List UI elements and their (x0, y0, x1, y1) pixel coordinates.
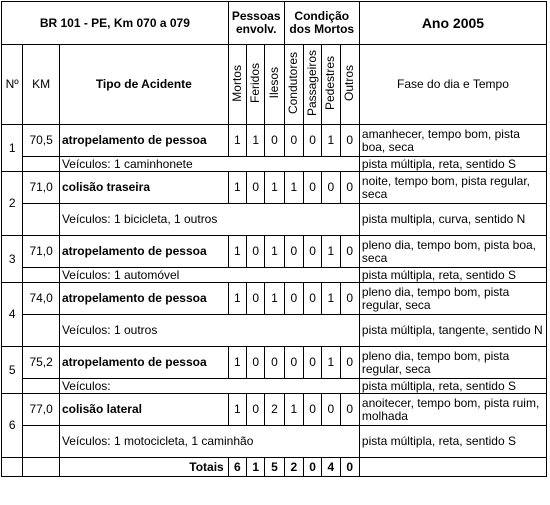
fase-header: Fase do dia e Tempo (359, 45, 546, 125)
total-pedestres: 4 (322, 458, 340, 477)
row-outros: 0 (340, 347, 359, 379)
row-veiculos: Veículos: (59, 379, 359, 394)
row-tipo: atropelamento de pessoa (59, 125, 228, 157)
row-veiculos: Veículos: 1 bicicleta, 1 outros (59, 204, 359, 236)
table-subrow (2, 204, 547, 236)
row-passageiros: 0 (303, 172, 321, 204)
row-feridos: 1 (247, 125, 265, 157)
row-pedestres: 1 (322, 347, 340, 379)
row-fase: pleno dia, tempo bom, pista boa, seca (359, 236, 546, 268)
row-pista: pista múltipla, reta, sentido S (359, 426, 546, 458)
row-tipo: atropelamento de pessoa (59, 236, 228, 268)
row-veiculos: Veículos: 1 automóvel (59, 268, 359, 283)
blank-cell (359, 458, 546, 477)
row-outros: 0 (340, 283, 359, 315)
row-km: 71,0 (23, 172, 60, 204)
row-ilesos: 0 (265, 125, 284, 157)
row-km: 75,2 (23, 347, 60, 379)
row-tipo: atropelamento de pessoa (59, 347, 228, 379)
table-subrow (2, 379, 547, 394)
table-subrow (2, 268, 547, 283)
blank-cell (23, 204, 60, 236)
row-number: 1 (2, 125, 23, 172)
row-ilesos: 1 (265, 236, 284, 268)
row-feridos: 0 (247, 236, 265, 268)
ilesos-header: Ilesos (265, 45, 284, 125)
blank-cell (23, 379, 60, 394)
row-pista: pista multipla, curva, sentido N (359, 204, 546, 236)
ano-header: Ano 2005 (359, 2, 546, 45)
row-veiculos: Veículos: 1 caminhonete (59, 157, 359, 172)
row-mortos: 1 (228, 125, 246, 157)
row-fase: noite, tempo bom, pista regular, seca (359, 172, 546, 204)
row-fase: pleno dia, tempo bom, pista regular, seca (359, 283, 546, 315)
row-outros: 0 (340, 236, 359, 268)
row-ilesos: 0 (265, 347, 284, 379)
table-row (2, 172, 547, 204)
row-pista: pista múltipla, reta, sentido S (359, 268, 546, 283)
condicao-header: Condição dos Mortos (284, 2, 359, 45)
blank-cell (23, 458, 60, 477)
mortos-header: Mortos (228, 45, 246, 125)
totals-row (2, 458, 547, 477)
row-feridos: 0 (247, 283, 265, 315)
table-row (2, 283, 547, 315)
row-passageiros: 0 (303, 347, 321, 379)
blank-cell (23, 268, 60, 283)
table-row (2, 347, 547, 379)
totals-label: Totais (59, 458, 228, 477)
blank-cell (23, 426, 60, 458)
row-pedestres: 0 (322, 172, 340, 204)
row-mortos: 1 (228, 283, 246, 315)
row-pedestres: 1 (322, 125, 340, 157)
total-outros: 0 (340, 458, 359, 477)
blank-cell (23, 157, 60, 172)
row-feridos: 0 (247, 394, 265, 426)
pedestres-header: Pedestres (322, 45, 340, 125)
row-number: 2 (2, 172, 23, 236)
row-pista: pista múltipla, tangente, sentido N (359, 315, 546, 347)
road-header: BR 101 - PE, Km 070 a 079 (2, 2, 229, 45)
row-condutores: 0 (284, 347, 303, 379)
row-fase: pleno dia, tempo bom, pista regular, seca (359, 347, 546, 379)
row-mortos: 1 (228, 394, 246, 426)
row-tipo: atropelamento de pessoa (59, 283, 228, 315)
table-row (2, 125, 547, 157)
row-ilesos: 1 (265, 172, 284, 204)
row-outros: 0 (340, 125, 359, 157)
condutores-header: Condutores (284, 45, 303, 125)
row-mortos: 1 (228, 236, 246, 268)
row-passageiros: 0 (303, 125, 321, 157)
row-tipo: colisão lateral (59, 394, 228, 426)
total-condutores: 2 (284, 458, 303, 477)
km-header: KM (23, 45, 60, 125)
total-feridos: 1 (247, 458, 265, 477)
row-number: 3 (2, 236, 23, 283)
table-subrow (2, 315, 547, 347)
row-veiculos: Veículos: 1 motocicleta, 1 caminhão (59, 426, 359, 458)
table-row (2, 394, 547, 426)
row-condutores: 0 (284, 236, 303, 268)
row-condutores: 1 (284, 394, 303, 426)
row-passageiros: 0 (303, 236, 321, 268)
row-feridos: 0 (247, 172, 265, 204)
row-km: 74,0 (23, 283, 60, 315)
row-pista: pista múltipla, reta, sentido S (359, 157, 546, 172)
table-row (2, 236, 547, 268)
row-ilesos: 1 (265, 283, 284, 315)
table-subrow (2, 426, 547, 458)
pessoas-header: Pessoas envolv. (228, 2, 284, 45)
row-mortos: 1 (228, 347, 246, 379)
row-passageiros: 0 (303, 283, 321, 315)
row-veiculos: Veículos: 1 outros (59, 315, 359, 347)
row-ilesos: 2 (265, 394, 284, 426)
blank-cell (23, 315, 60, 347)
row-tipo: colisão traseira (59, 172, 228, 204)
row-km: 77,0 (23, 394, 60, 426)
row-outros: 0 (340, 394, 359, 426)
row-pedestres: 1 (322, 283, 340, 315)
row-pista: pista múltipla, reta, sentido S (359, 379, 546, 394)
row-outros: 0 (340, 172, 359, 204)
outros-header: Outros (340, 45, 359, 125)
total-mortos: 6 (228, 458, 246, 477)
feridos-header: Feridos (247, 45, 265, 125)
row-condutores: 1 (284, 172, 303, 204)
row-feridos: 0 (247, 347, 265, 379)
row-fase: amanhecer, tempo bom, pista boa, seca (359, 125, 546, 157)
row-mortos: 1 (228, 172, 246, 204)
n-header: Nº (2, 45, 23, 125)
row-fase: anoitecer, tempo bom, pista ruim, molhada (359, 394, 546, 426)
row-pedestres: 1 (322, 236, 340, 268)
row-condutores: 0 (284, 283, 303, 315)
row-number: 6 (2, 394, 23, 458)
table-subrow (2, 157, 547, 172)
row-passageiros: 0 (303, 394, 321, 426)
total-ilesos: 5 (265, 458, 284, 477)
accident-table (1, 1, 547, 477)
row-pedestres: 0 (322, 394, 340, 426)
blank-cell (2, 458, 23, 477)
total-passageiros: 0 (303, 458, 321, 477)
row-number: 5 (2, 347, 23, 394)
row-km: 70,5 (23, 125, 60, 157)
row-condutores: 0 (284, 125, 303, 157)
row-number: 4 (2, 283, 23, 347)
row-km: 71,0 (23, 236, 60, 268)
tipo-header: Tipo de Acidente (59, 45, 228, 125)
passageiros-header: Passageiros (303, 45, 321, 125)
